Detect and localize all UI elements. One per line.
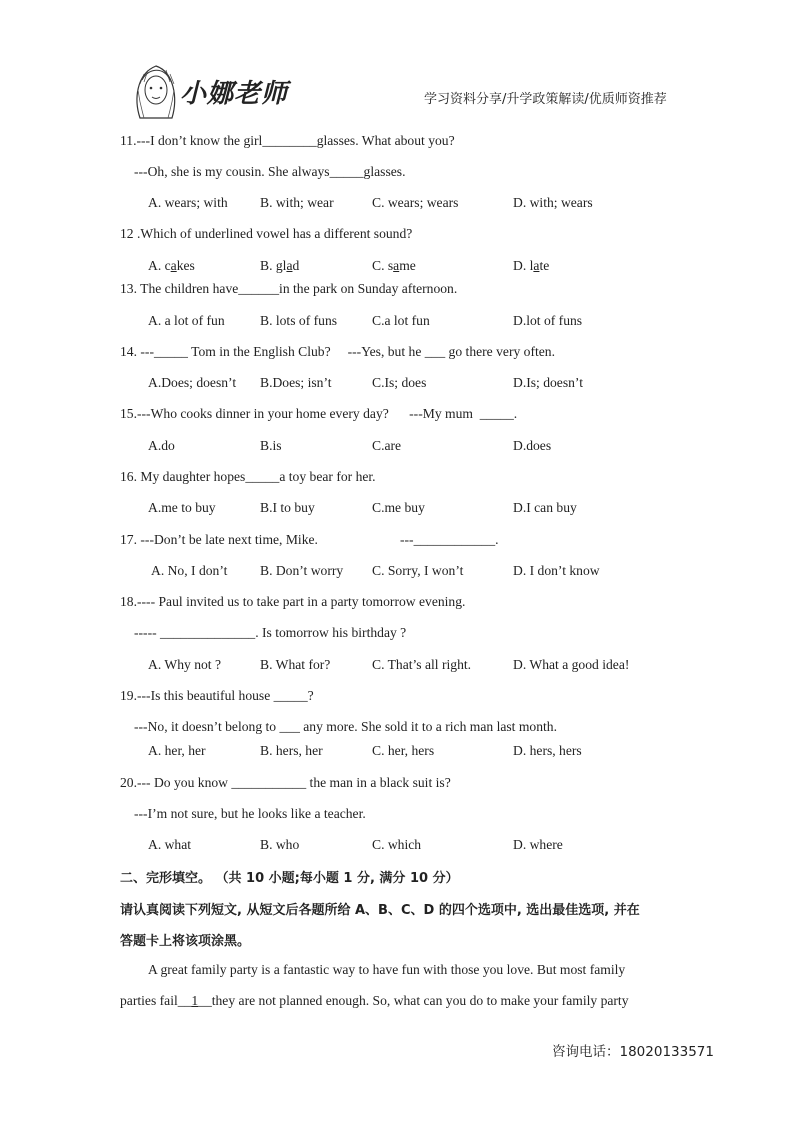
question-16-option-b[interactable]: B.I to buy (260, 500, 315, 515)
question-15-stem: 15.---Who cooks dinner in your home every day? ---My mum _____. (120, 406, 518, 421)
question-20-option-c[interactable]: C. which (372, 837, 422, 852)
logo-text: 小娜老师 (180, 79, 289, 109)
question-12-option-a[interactable]: A. cakes (148, 258, 195, 273)
question-16-option-d[interactable]: D.I can buy (513, 500, 577, 515)
teacher-portrait-logo (130, 60, 182, 122)
question-19-option-d[interactable]: D. hers, hers (513, 743, 582, 758)
question-17-option-c[interactable]: C. Sorry, I won’t (372, 563, 464, 578)
question-11-option-c[interactable]: C. wears; wears (372, 195, 459, 210)
question-14-option-b[interactable]: B.Does; isn’t (260, 375, 332, 390)
question-11-option-a[interactable]: A. wears; with (148, 195, 228, 210)
passage-line-1: A great family party is a fantastic way to have fun with those you love. But most family (148, 962, 626, 977)
question-15-option-c[interactable]: C.are (372, 438, 402, 453)
question-16-option-a[interactable]: A.me to buy (148, 500, 216, 515)
question-19-option-b[interactable]: B. hers, her (260, 743, 323, 758)
passage-line-2: parties fail__1__they are not planned enough. So, what can you do to make your family party (120, 993, 629, 1008)
question-17-response-blank: ---____________. (400, 532, 499, 547)
question-20-option-b[interactable]: B. who (260, 837, 300, 852)
section-2-instruction-line-1: 请认真阅读下列短文, 从短文后各题所给 A、B、C、D 的四个选项中, 选出最佳选项, 并在 (120, 903, 640, 918)
question-20-stem-response: ---I’m not sure, but he looks like a teacher. (134, 806, 366, 821)
question-14-option-d[interactable]: D.Is; doesn’t (513, 375, 583, 390)
question-18-stem: 18.---- Paul invited us to take part in a party tomorrow evening. (120, 594, 466, 609)
question-14-stem: 14. ---_____ Tom in the English Club? ---Yes, but he ___ go there very often. (120, 344, 555, 359)
question-20-option-a[interactable]: A. what (148, 837, 192, 852)
question-13-stem: 13. The children have______in the park on Sunday afternoon. (120, 281, 458, 296)
question-18-option-d[interactable]: D. What a good idea! (513, 657, 630, 672)
question-17-option-b[interactable]: B. Don’t worry (260, 563, 344, 578)
question-19-option-c[interactable]: C. her, hers (372, 743, 435, 758)
question-13-option-d[interactable]: D.lot of funs (513, 313, 583, 328)
question-15-option-a[interactable]: A.do (148, 438, 175, 453)
question-16-option-c[interactable]: C.me buy (372, 500, 425, 515)
question-12-stem: 12 .Which of underlined vowel has a different sound? (120, 226, 413, 241)
question-14-option-c[interactable]: C.Is; does (372, 375, 427, 390)
question-18-option-b[interactable]: B. What for? (260, 657, 331, 672)
section-2-heading: 二、完形填空。 （共 10 小题;每小题 1 分, 满分 10 分） (120, 871, 459, 886)
question-18-option-c[interactable]: C. That’s all right. (372, 657, 472, 672)
question-20-option-d[interactable]: D. where (513, 837, 563, 852)
question-19-stem: 19.---Is this beautiful house _____? (120, 688, 314, 703)
question-17-stem: 17. ---Don’t be late next time, Mike. (120, 532, 318, 547)
question-17-option-d[interactable]: D. I don’t know (513, 563, 600, 578)
question-11-stem: 11.---I don’t know the girl________glasses. What about you? (120, 133, 455, 148)
question-15-option-d[interactable]: D.does (513, 438, 552, 453)
question-17-option-a[interactable]: A. No, I don’t (151, 563, 228, 578)
question-12-option-b[interactable]: B. glad (260, 258, 300, 273)
consult-phone: 咨询电话：18020133571 (552, 1044, 714, 1060)
question-11-option-b[interactable]: B. with; wear (260, 195, 334, 210)
question-20-stem: 20.--- Do you know ___________ the man in a black suit is? (120, 775, 451, 790)
question-12-option-c[interactable]: C. same (372, 258, 416, 273)
question-13-option-b[interactable]: B. lots of funs (260, 313, 338, 328)
question-18-option-a[interactable]: A. Why not ? (148, 657, 221, 672)
question-12-option-d[interactable]: D. late (513, 258, 550, 273)
question-15-option-b[interactable]: B.is (260, 438, 282, 453)
question-19-option-a[interactable]: A. her, her (148, 743, 206, 758)
question-13-option-a[interactable]: A. a lot of fun (148, 313, 225, 328)
blank-1[interactable]: 1 (191, 993, 199, 1008)
section-2-instruction-line-2: 答题卡上将该项涂黑。 (120, 934, 251, 949)
question-19-stem-response: ---No, it doesn’t belong to ___ any more. She sold it to a rich man last month. (134, 719, 557, 734)
question-13-option-c[interactable]: C.a lot fun (372, 313, 430, 328)
question-14-option-a[interactable]: A.Does; doesn’t (148, 375, 237, 390)
question-18-stem-response: ----- ______________. Is tomorrow his birthday ? (134, 625, 407, 640)
header-tagline: 学习资料分享/升学政策解读/优质师资推荐 (424, 92, 667, 107)
question-11-stem-response: ---Oh, she is my cousin. She always_____glasses. (134, 164, 406, 179)
question-11-option-d[interactable]: D. with; wears (513, 195, 593, 210)
question-16-stem: 16. My daughter hopes_____a toy bear for her. (120, 469, 376, 484)
